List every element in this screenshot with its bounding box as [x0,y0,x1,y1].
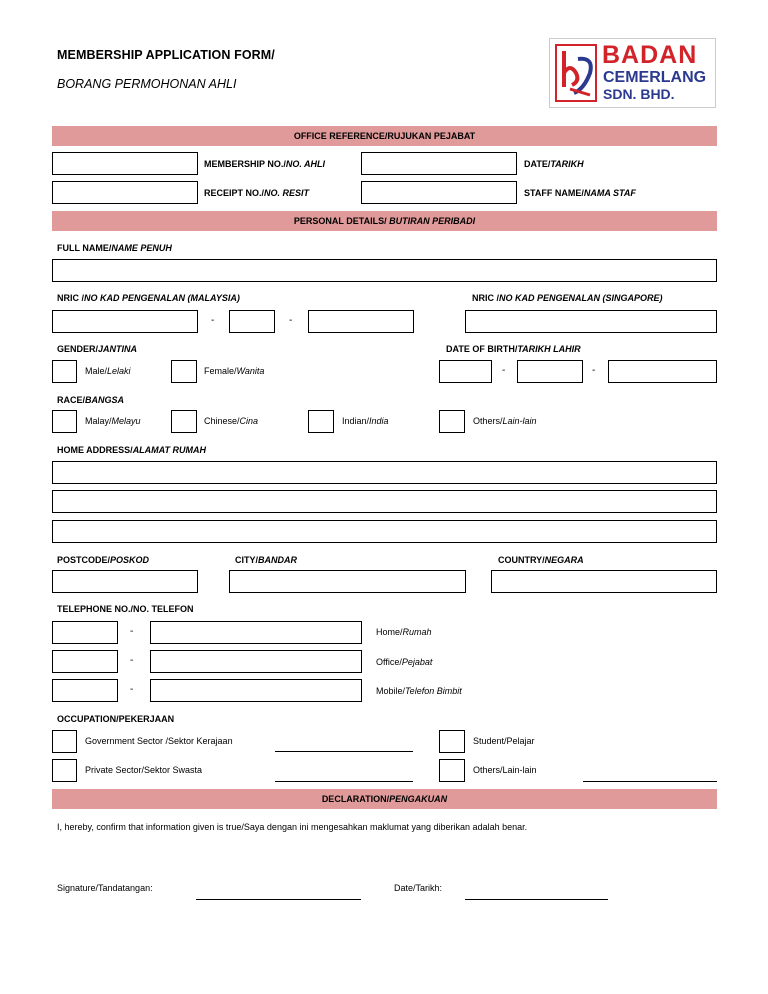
declaration-heading-it: PENGAKUAN [389,794,448,804]
mobile-number-input[interactable] [150,679,362,702]
indian-label: Indian/India [342,416,389,426]
declaration-bar [52,789,717,809]
form-title: MEMBERSHIP APPLICATION FORM/ [57,48,275,62]
student-label: Student/Pelajar [473,736,535,746]
nric-my-part3-input[interactable] [308,310,414,333]
office-number-input[interactable] [150,650,362,673]
home-phone-label: Home/Rumah [376,627,432,637]
dash: - [289,315,293,326]
membership-no-label: MEMBERSHIP NO./NO. AHLI [204,159,326,169]
chinese-checkbox[interactable] [171,410,197,433]
receipt-no-label: RECEIPT NO./NO. RESIT [204,188,310,198]
telephone-label: TELEPHONE NO./NO. TELEFON [57,604,194,614]
country-input[interactable] [491,570,717,593]
dash: - [211,315,215,326]
dash: - [592,365,596,376]
nric-malaysia-label: NRIC /NO KAD PENGENALAN (MALAYSIA) [57,293,240,303]
personal-details-bar [52,211,717,231]
logo-text-sdn-bhd: SDN. BHD. [603,86,675,102]
dob-month-input[interactable] [517,360,583,383]
mobile-code-input[interactable] [52,679,118,702]
staff-name-label: STAFF NAME/NAMA STAF [524,188,636,198]
indian-checkbox[interactable] [308,410,334,433]
female-checkbox[interactable] [171,360,197,383]
date-label: DATE/TARIKH [524,159,584,169]
others-occupation-checkbox[interactable] [439,759,465,782]
form-subtitle: BORANG PERMOHONAN AHLI [57,77,237,91]
country-label: COUNTRY/NEGARA [498,555,584,565]
nric-singapore-label: NRIC /NO KAD PENGENALAN (SINGAPORE) [472,293,663,303]
others-race-checkbox[interactable] [439,410,465,433]
declaration-text: I, hereby, confirm that information given is true/Saya dengan ini mengesahkan maklumat yang diberikan adalah benar. [57,822,528,832]
malay-label: Malay/Melayu [85,416,141,426]
postcode-label: POSTCODE/POSKOD [57,555,150,565]
logo-text-cemerlang: CEMERLANG [603,69,707,86]
address-line3-input[interactable] [52,520,717,543]
nric-my-part2-input[interactable] [229,310,275,333]
address-line1-input[interactable] [52,461,717,484]
government-checkbox[interactable] [52,730,77,753]
male-checkbox[interactable] [52,360,77,383]
nric-singapore-input[interactable] [465,310,717,333]
chinese-label: Chinese/Cina [204,416,259,426]
home-code-input[interactable] [52,621,118,644]
student-checkbox[interactable] [439,730,465,753]
address-line2-input[interactable] [52,490,717,513]
dob-year-input[interactable] [608,360,717,383]
dob-day-input[interactable] [439,360,492,383]
malay-checkbox[interactable] [52,410,77,433]
postcode-input[interactable] [52,570,198,593]
private-label: Private Sector/Sektor Swasta [85,765,203,775]
dash: - [502,365,506,376]
government-label: Government Sector /Sektor Kerajaan [85,736,233,746]
full-name-label: FULL NAME/NAME PENUH [57,243,172,253]
city-input[interactable] [229,570,466,593]
dob-label: DATE OF BIRTH/TARIKH LAHIR [446,344,581,354]
dash: - [130,684,134,695]
government-detail-line[interactable] [275,751,413,752]
home-address-label: HOME ADDRESS/ALAMAT RUMAH [57,445,207,455]
personal-details-heading: PERSONAL DETAILS/ [293,216,390,226]
others-race-label: Others/Lain-lain [473,416,537,426]
female-label: Female/Wanita [204,366,265,376]
office-code-input[interactable] [52,650,118,673]
date-input[interactable] [361,152,517,175]
mobile-phone-label: Mobile/Telefon Bimbit [376,686,462,696]
occupation-label: OCCUPATION/PEKERJAAN [57,714,175,724]
private-detail-line[interactable] [275,781,413,782]
home-number-input[interactable] [150,621,362,644]
private-checkbox[interactable] [52,759,77,782]
signature-label: Signature/Tandatangan: [57,883,153,893]
nric-my-part1-input[interactable] [52,310,198,333]
male-label: Male/Lelaki [85,366,131,376]
gender-label: GENDER/JANTINA [57,344,138,354]
personal-details-heading-it: BUTIRAN PERIBADI [389,216,476,226]
declaration-date-label: Date/Tarikh: [394,883,443,893]
dash: - [130,626,134,637]
others-occupation-label: Others/Lain-lain [473,765,537,775]
signature-line[interactable] [196,899,361,900]
office-reference-heading: OFFICE REFERENCE/RUJUKAN PEJABAT [293,131,476,141]
city-label: CITY/BANDAR [235,555,298,565]
others-occupation-line[interactable] [583,781,717,782]
declaration-heading: DECLARATION/ [321,794,390,804]
membership-no-input[interactable] [52,152,198,175]
office-phone-label: Office/Pejabat [376,657,433,667]
receipt-no-input[interactable] [52,181,198,204]
full-name-input[interactable] [52,259,717,282]
declaration-date-line[interactable] [465,899,608,900]
company-logo [549,38,716,108]
race-label: RACE/BANGSA [57,395,125,405]
logo-text-badan: BADAN [602,41,698,69]
staff-name-input[interactable] [361,181,517,204]
office-reference-bar [52,126,717,146]
dash: - [130,655,134,666]
